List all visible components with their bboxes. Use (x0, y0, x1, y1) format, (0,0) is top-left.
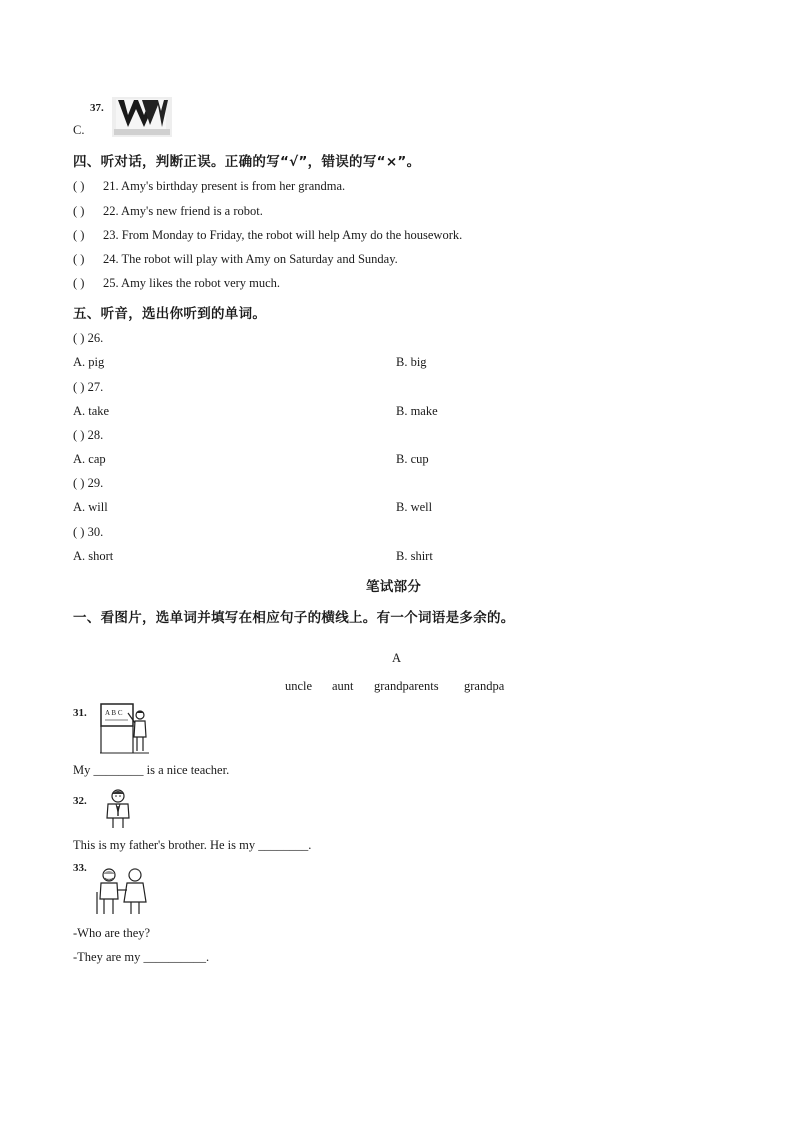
written-section-1-title: 一、看图片，选单词并填写在相应句子的横线上。有一个词语是多余的。 (73, 610, 515, 626)
question-28-stem[interactable]: ( ) 28. (73, 428, 104, 442)
man-in-suit-picture (103, 788, 133, 830)
question-37-option-c: C. (73, 123, 85, 137)
statement-25: 25. Amy likes the robot very much. (103, 276, 281, 290)
question-30-option-a[interactable]: A. short (73, 549, 114, 563)
question-29-option-b[interactable]: B. well (396, 500, 433, 514)
word-option-grandpa: grandpa (464, 679, 505, 693)
word-option-uncle: uncle (285, 679, 313, 693)
question-33-line-1: -Who are they? (73, 926, 151, 940)
question-33-number: 33. (73, 862, 87, 874)
question-27-stem[interactable]: ( ) 27. (73, 380, 104, 394)
word-option-aunt: aunt (332, 679, 354, 693)
question-30-stem[interactable]: ( ) 30. (73, 525, 104, 539)
question-31-sentence: My ________ is a nice teacher. (73, 763, 230, 777)
written-part-heading: 笔试部分 (366, 579, 422, 595)
statement-22: 22. Amy's new friend is a robot. (103, 204, 263, 218)
question-32-sentence: This is my father's brother. He is my ________. (73, 838, 312, 852)
section-5-title: 五、听音，选出你听到的单词。 (73, 306, 267, 322)
question-28-option-b[interactable]: B. cup (396, 452, 429, 466)
question-26-option-b[interactable]: B. big (396, 355, 427, 369)
question-33-line-2: -They are my __________. (73, 950, 210, 964)
question-29-option-a[interactable]: A. will (73, 500, 108, 514)
question-32-number: 32. (73, 795, 87, 807)
teacher-at-blackboard-picture (100, 703, 150, 755)
answer-paren-22[interactable]: ( ) (73, 204, 85, 218)
svg-text:A B C: A B C (105, 709, 123, 717)
question-29-stem[interactable]: ( ) 29. (73, 476, 104, 490)
answer-paren-21[interactable]: ( ) (73, 179, 85, 193)
section-4-title: 四、听对话，判断正误。正确的写“√”，错误的写“×”。 (73, 154, 421, 170)
grandparents-picture (93, 866, 151, 918)
statement-24: 24. The robot will play with Amy on Saturday and Sunday. (103, 252, 398, 266)
letter-w-picture (112, 97, 172, 137)
answer-paren-24[interactable]: ( ) (73, 252, 85, 266)
statement-21: 21. Amy's birthday present is from her grandma. (103, 179, 346, 193)
question-28-option-a[interactable]: A. cap (73, 452, 106, 466)
answer-paren-23[interactable]: ( ) (73, 228, 85, 242)
question-26-stem[interactable]: ( ) 26. (73, 331, 104, 345)
question-30-option-b[interactable]: B. shirt (396, 549, 433, 563)
question-27-option-b[interactable]: B. make (396, 404, 438, 418)
question-27-option-a[interactable]: A. take (73, 404, 110, 418)
question-26-option-a[interactable]: A. pig (73, 355, 105, 369)
word-box-label: A (392, 651, 402, 665)
answer-paren-25[interactable]: ( ) (73, 276, 85, 290)
statement-23: 23. From Monday to Friday, the robot will help Amy do the housework. (103, 228, 463, 242)
word-option-grandparents: grandparents (374, 679, 439, 693)
question-37-number: 37. (90, 102, 104, 114)
question-31-number: 31. (73, 707, 87, 719)
